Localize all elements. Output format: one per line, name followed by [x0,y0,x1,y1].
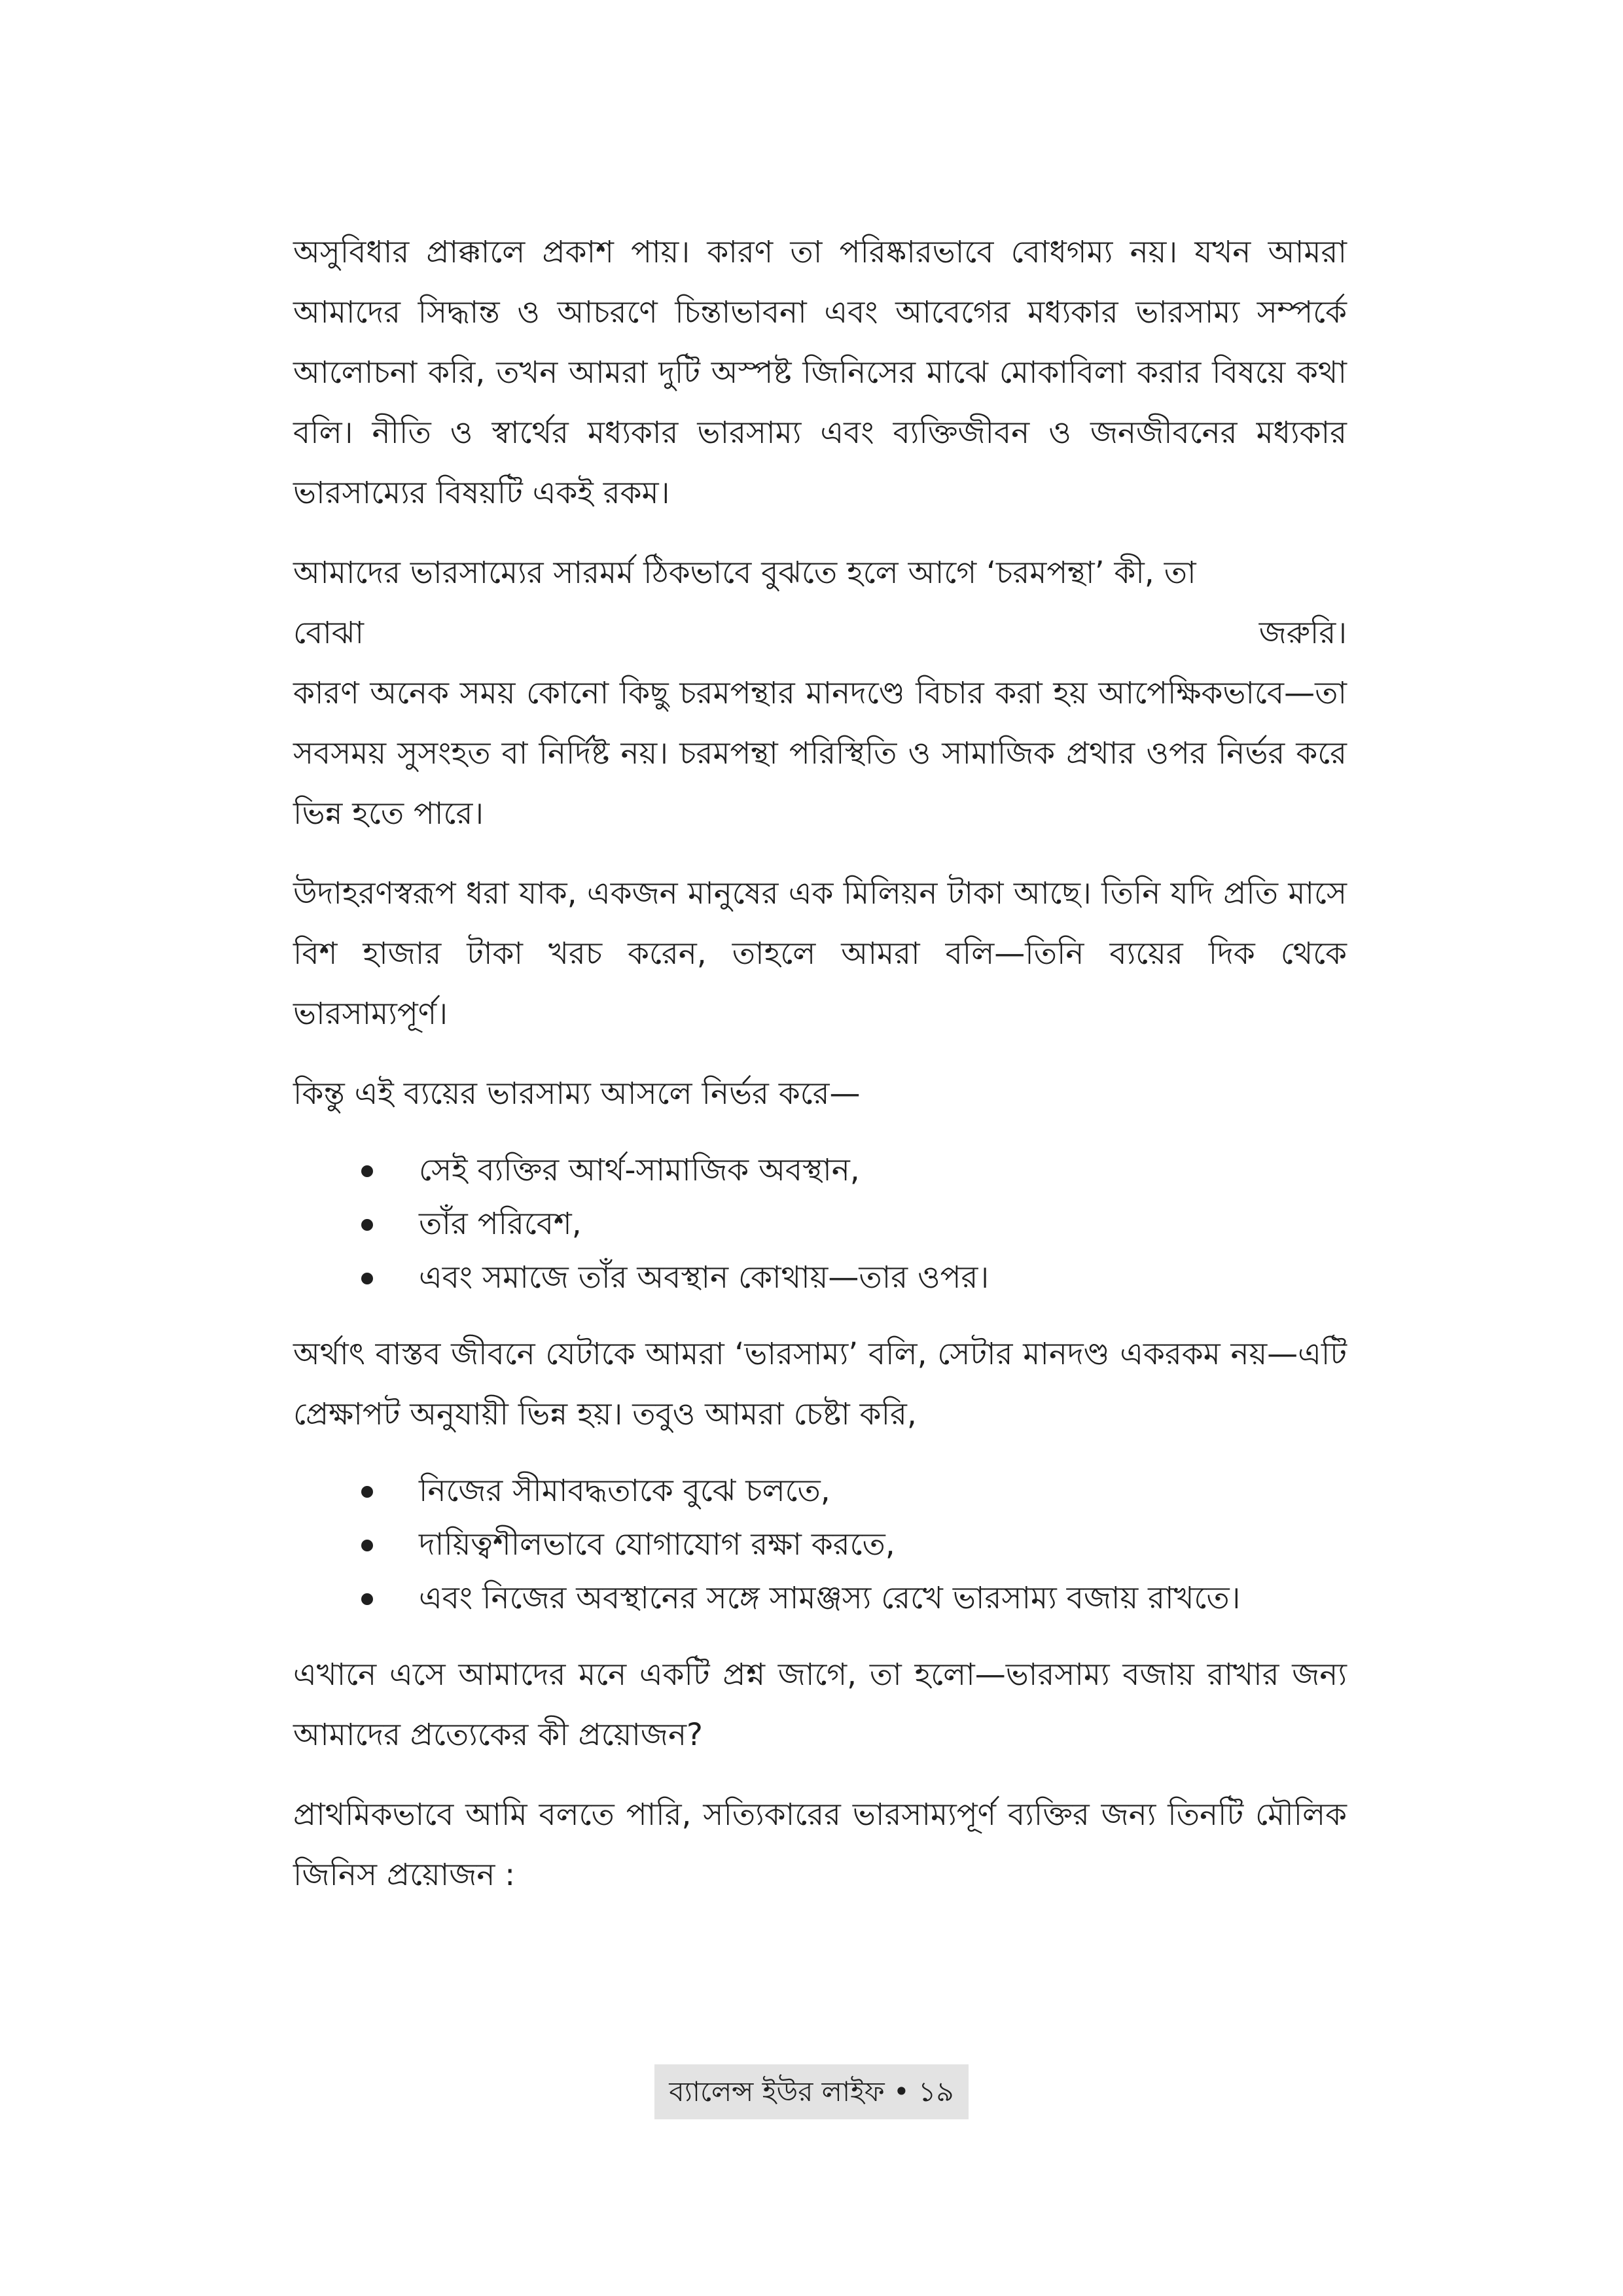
list-item [293,1251,1347,1305]
page-footer [0,2064,1623,2119]
list-item [293,1464,1347,1518]
paragraph-2-right-word: জরুরি। [1258,615,1347,651]
bullet-list-2 [293,1464,1347,1625]
bullet-icon [361,1540,373,1551]
page-body [293,222,1347,1925]
footer-running-title: ব্যালেন্স ইউর লাইফ • ১৯ [654,2064,968,2119]
bullet-icon [361,1273,373,1284]
bullet-icon [361,1219,373,1231]
list-item-text: তাঁর পরিবেশ, [419,1206,582,1242]
paragraph-3: কারণ অনেক সময় কোনো কিছু চরমপন্থার মানদণ্ডে বিচার করা হয় আপেক্ষিকভাবে—তা সবসময় সুসংহত বা নির্দিষ্ট নয়। চরমপন্থা পরিস্থিতি ও সামাজিক প্রথার ওপর নির্ভর করে ভিন্ন হতে পারে। [293,675,1347,832]
paragraph-6: অর্থাৎ বাস্তব জীবনে যেটাকে আমরা ‘ভারসাম্য’ বলি, সেটার মানদণ্ড একরকম নয়—এটি প্রেক্ষাপট অনুযায়ী ভিন্ন হয়। তবুও আমরা চেষ্টা করি, [293,1336,1347,1432]
paragraph-4: উদাহরণস্বরূপ ধরা যাক, একজন মানুষের এক মিলিয়ন টাকা আছে। তিনি যদি প্রতি মাসে বিশ হাজার টাকা খরচ করেন, তাহলে আমরা বলি—তিনি ব্যয়ের দিক থেকে ভারসাম্যপূর্ণ। [293,875,1347,1032]
paragraph-1: অসুবিধার প্রাক্কালে প্রকাশ পায়। কারণ তা পরিষ্কারভাবে বোধগম্য নয়। যখন আমরা আমাদের সিদ্ধান্ত ও আচরণে চিন্তাভাবনা এবং আবেগের মধ্যকার ভারসাম্য সম্পর্কে আলোচনা করি, তখন আমরা দুটি অস্পষ্ট জিনিসের মাঝে মোকাবিলা করার বিষয়ে কথা বলি। নীতি ও স্বার্থের মধ্যকার ভারসাম্য এবং ব্যক্তিজীবন ও জনজীবনের মধ্যকার ভারসাম্যের বিষয়টি একই রকম। [293,234,1347,511]
paragraph-8: প্রাথমিকভাবে আমি বলতে পারি, সত্যিকারের ভারসাম্যপূর্ণ ব্যক্তির জন্য তিনটি মৌলিক জিনিস প্রয়োজন : [293,1797,1347,1893]
list-item [293,1518,1347,1572]
bullet-icon [361,1593,373,1605]
paragraph-7: এখানে এসে আমাদের মনে একটি প্রশ্ন জাগে, তা হলো—ভারসাম্য বজায় রাখার জন্য আমাদের প্রত্যেকের কী প্রয়োজন? [293,1657,1347,1753]
paragraph-2-left-word: বোঝা [293,615,365,651]
list-item [293,1197,1347,1251]
list-item [293,1144,1347,1197]
paragraph-2-line-1: আমাদের ভারসাম্যের সারমর্ম ঠিকভাবে বুঝতে হলে আগে ‘চরমপন্থা’ কী, তা [293,555,1196,591]
list-item [293,1572,1347,1625]
list-item-text: এবং নিজের অবস্থানের সঙ্গে সামঞ্জস্য রেখে ভারসাম্য বজায় রাখতে। [419,1580,1241,1616]
paragraph-2-line-2 [293,603,1347,663]
list-item-text: এবং সমাজে তাঁর অবস্থান কোথায়—তার ওপর। [419,1260,990,1296]
bullet-list-1 [293,1144,1347,1305]
list-item-text: নিজের সীমাবদ্ধতাকে বুঝে চলতে, [419,1473,830,1509]
bullet-icon [361,1165,373,1177]
list-item-text: সেই ব্যক্তির আর্থ-সামাজিক অবস্থান, [419,1152,860,1188]
paragraph-5: কিন্তু এই ব্যয়ের ভারসাম্য আসলে নির্ভর করে— [293,1076,861,1112]
bullet-icon [361,1486,373,1498]
list-item-text: দায়িত্বশীলভাবে যোগাযোগ রক্ষা করতে, [419,1527,895,1563]
